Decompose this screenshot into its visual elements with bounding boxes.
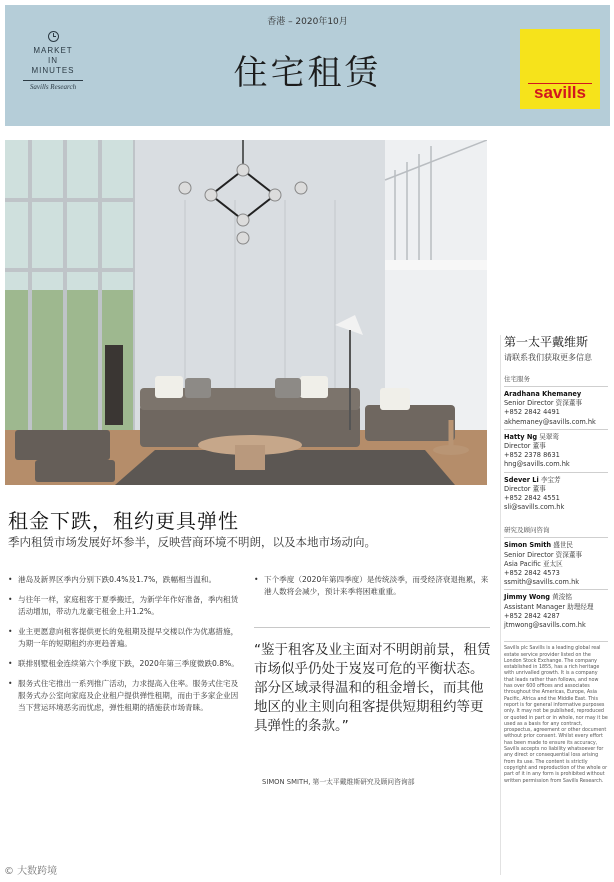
contact-email[interactable]: jtmwong@savills.com.hk <box>504 621 586 630</box>
contact-phone: +852 2842 4551 <box>504 494 560 503</box>
bullet-item: • 业主更愿意向租客提供更长的免租期及提早交楼以作为优惠措施，为期一年的短期租约亦更趋普遍。 <box>8 626 240 650</box>
contact-region: Asia Pacific 亚太区 <box>504 559 563 568</box>
contact-email[interactable]: sli@savills.com.hk <box>504 503 565 512</box>
contact-name: Jimmy Wong <box>504 593 551 602</box>
contact-card <box>504 472 608 515</box>
series-line-1: MARKET <box>33 46 73 55</box>
contact-title: Director 董事 <box>504 442 546 451</box>
legal-disclaimer: Savills plc Savills is a leading global real estate service provider listed on the London Stock Exchange. The company established in 1855, has a rich heritage with unrivalled growth. It is a company that leads rather than follows, and now has over 600 offices and associates throughout the Americas, Europe, Asia Pacific, Africa and the Middle East. This report is for general informative purposes only. It may not be published, reproduced or quoted in part or in whole, nor may it be used as a basis for any contract, prospectus, agreement or other document without prior consent. Whilst every effort has been made to ensure its accuracy, Savills accepts no liability whatsoever for any direct or consequential loss arising from its use. The content is strictly copyright and reproduction of the whole or part of it in any form is prohibited without written permission from Savills Research. <box>504 641 608 785</box>
contact-card <box>504 386 608 429</box>
header-band <box>5 5 610 126</box>
sidebar-heading: 第一太平戴维斯 <box>504 335 589 349</box>
quote-attribution: SIMON SMITH, 第一太平戴维斯研究及顾问咨询部 <box>262 778 415 786</box>
contact-chinese-name: 李宝芳 <box>540 475 561 484</box>
savills-logo <box>520 29 600 109</box>
contact-chinese-name: 盛世民 <box>553 541 574 550</box>
contact-email[interactable]: akhemaney@savills.com.hk <box>504 417 596 426</box>
contact-phone: +852 2378 8631 <box>504 451 560 460</box>
series-subtitle: Savills Research <box>29 83 77 91</box>
contact-chinese-name: 吴翠鸾 <box>539 432 559 441</box>
contact-name: Simon Smith <box>504 541 552 550</box>
contact-name: Sdever Li <box>504 475 539 484</box>
pull-quote: “鉴于租客及业主面对不明朗前景，租赁市场似乎仍处于岌岌可危的平衡状态。部分区域录得温和的租金增长，而其他地区的业主则向租客提供短期租约等更具弹性的条款。” <box>254 642 491 734</box>
contact-card <box>504 537 608 589</box>
contact-title: Senior Director 资深董事 <box>504 550 583 559</box>
contact-phone: +852 2842 4573 <box>504 569 560 578</box>
living-room-illustration <box>5 140 487 485</box>
bullet-column-right <box>254 574 490 606</box>
contact-name: Aradhana Khemaney <box>504 390 582 398</box>
bullet-column-left <box>8 574 240 722</box>
contact-card <box>504 429 608 472</box>
article-headline: 租金下跌，租约更具弹性 <box>8 509 239 533</box>
series-line-2: IN <box>48 56 58 65</box>
contact-card <box>504 589 608 632</box>
contact-phone: +852 2842 4491 <box>504 408 560 417</box>
living-room-photo <box>5 140 487 485</box>
contact-title: Senior Director 资深董事 <box>504 399 583 408</box>
bullet-item: • 联排别墅租金连续第六个季度下跌，2020年第三季度微跌0.8%。 <box>8 658 240 670</box>
contact-email[interactable]: hng@savills.com.hk <box>504 460 570 469</box>
contact-title: Director 董事 <box>504 484 546 493</box>
sidebar-subheading: 请联系我们获取更多信息 <box>504 353 592 362</box>
clock-icon <box>48 31 59 42</box>
report-title: 住宅租赁 <box>233 53 382 93</box>
contact-title: Assistant Manager 助理经理 <box>504 602 594 611</box>
watermark: © 大数跨境 <box>4 866 58 877</box>
sidebar-divider <box>500 335 501 875</box>
article-subhead: 季内租赁市场发展好坏参半，反映营商环境不明朗，以及本地市场动向。 <box>8 535 376 549</box>
bullet-item: • 港岛及新界区季内分别下跌0.4%及1.7%，跌幅相当温和。 <box>8 574 240 586</box>
section-label-research: 研究及顾问咨询 <box>504 526 550 535</box>
bullet-item: • 下个季度（2020年第四季度）是传统淡季，而受经济衰退拖累，来港人数将会减少，预计来季将困难重重。 <box>254 574 490 598</box>
bullet-item: • 与往年一样，家庭租客于夏季搬迁，为新学年作好准备，季内租赁活动增加，带动九龙豪宅租金上升1.2%。 <box>8 594 240 618</box>
contact-name: Hatty Ng <box>504 432 538 441</box>
contact-email[interactable]: ssmith@savills.com.hk <box>504 578 580 587</box>
contact-phone: +852 2842 4287 <box>504 611 560 620</box>
quote-divider <box>254 627 490 628</box>
contact-chinese-name: 黄浚铭 <box>552 593 572 602</box>
logo-wordmark: savills <box>534 83 586 102</box>
report-date: 香港 – 2020年10月 <box>267 17 348 27</box>
section-label-residential: 住宅服务 <box>504 375 530 383</box>
series-line-3: MINUTES <box>31 66 75 75</box>
contact-sidebar <box>504 335 608 785</box>
bullet-item: • 服务式住宅推出一系列推广活动，力求提高入住率。服务式住宅及服务式办公室向家庭及企业租户提供弹性租期，而由于多家企业因当下营运环境恶劣而忧虑，弹性租期的措施获市场青睐。 <box>8 678 240 714</box>
